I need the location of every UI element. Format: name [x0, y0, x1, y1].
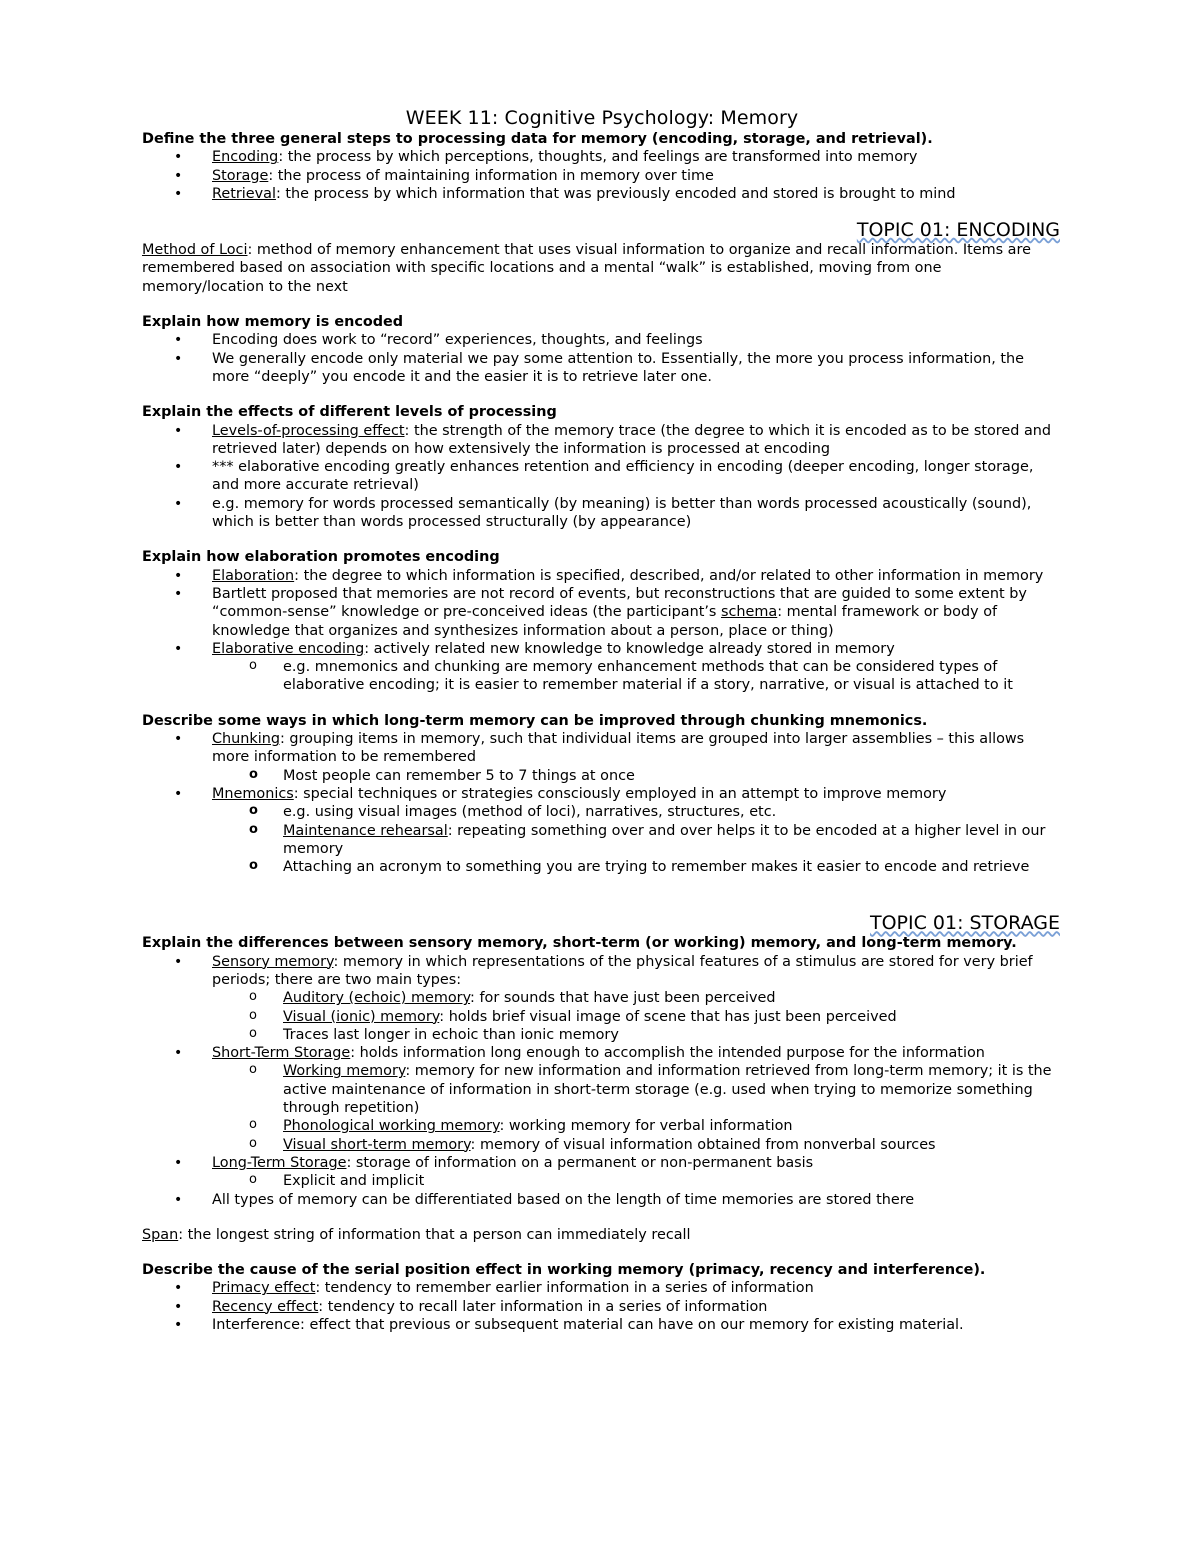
bullet-icon: • [174, 1045, 183, 1062]
list-item: • Mnemonics: special techniques or strategies consciously employed in an attempt to improve memory o e.g. using visual images (method of loci), narratives, structures, etc. o Maintenance rehearsal: repeating something over and over helps it to be encoded at a higher level in our memory o Attaching an acronym to something you are trying to remember makes it easier to encode and retrieve [142, 785, 1062, 876]
bullet-icon: • [174, 495, 183, 512]
bullet-icon: • [174, 185, 183, 202]
bullet-icon: • [174, 422, 183, 439]
section-heading-levels: Explain the effects of different levels of processing [142, 404, 557, 421]
list-item: • Elaboration: the degree to which information is specified, described, and/or related to other information in memory [174, 567, 1044, 584]
list-item: • Chunking: grouping items in memory, such that individual items are grouped into larger assemblies – this allows more information to be remembered o Most people can remember 5 to 7 things at once [142, 730, 1062, 785]
circle-bullet-icon: o [249, 1025, 257, 1041]
bullet-icon: • [174, 332, 183, 349]
bullet-icon: • [174, 167, 183, 184]
sub-list-item: o Visual (ionic) memory: holds brief visual image of scene that has just been perceived [249, 1007, 897, 1025]
list-item: • *** elaborative encoding greatly enhances retention and efficiency in encoding (deeper encoding, longer storage, and more accurate retrieval) [174, 459, 1034, 494]
list-item: • Encoding does work to “record” experiences, thoughts, and feelings [174, 332, 703, 349]
sub-list-item: o Phonological working memory: working memory for verbal information [249, 1117, 793, 1135]
section-heading-serial-position: Describe the cause of the serial position effect in working memory (primacy, recency and interference). [142, 1262, 986, 1279]
bullet-icon: • [174, 1298, 183, 1315]
section-heading-memory-types: Explain the differences between sensory memory, short-term (or working) memory, and long-term memory. [142, 935, 1017, 952]
list-item: • Short-Term Storage: holds information long enough to accomplish the intended purpose for the information o Working memory: memory for new information and information retrieved from long-term memory; it is the active maintenance of information in short-term storage (e.g. used when trying to memorize something through repetition) o Phonological working memory: working memory for verbal information o Visual short-term memory: memory of visual information obtained from nonverbal sources [142, 1044, 1062, 1154]
list-item: • Levels-of-processing effect: the strength of the memory trace (the degree to which it is encoded as to be stored and retrieved later) depends on how extensively the information is processed at encoding [174, 422, 1052, 457]
bullet-icon: • [174, 149, 183, 166]
list-item: • Primacy effect: tendency to remember earlier information in a series of information [174, 1280, 814, 1297]
circle-bullet-icon: o [249, 658, 257, 674]
list-item: • Encoding: the process by which perceptions, thoughts, and feelings are transformed into memory [174, 149, 918, 166]
sub-list [212, 1062, 1062, 1153]
list-item: • Storage: the process of maintaining information in memory over time [174, 167, 714, 184]
bullet-icon: • [174, 640, 183, 657]
sub-list-item: o Auditory (echoic) memory: for sounds that have just been perceived [249, 989, 776, 1007]
span-paragraph: Span: the longest string of information that a person can immediately recall [142, 1226, 691, 1243]
sub-list [212, 803, 1062, 876]
section-heading-elaboration: Explain how elaboration promotes encoding [142, 549, 500, 566]
list-item: • Elaborative encoding: actively related new knowledge to knowledge already stored in memory o e.g. mnemonics and chunking are memory enhancement methods that can be considered types of elaborative encoding; it is easier to remember material if a story, narrative, or visual is attached to it [142, 640, 1062, 695]
bullet-icon: • [174, 785, 183, 802]
circle-bullet-icon: o [249, 1117, 257, 1133]
bullet-icon: • [174, 1191, 183, 1208]
bullet-icon: • [174, 731, 183, 748]
sub-list [212, 658, 1062, 695]
memory-types-list [142, 953, 1062, 1209]
list-item: • Retrieval: the process by which information that was previously encoded and stored is brought to mind [174, 185, 956, 202]
circle-bullet-icon: o [249, 989, 257, 1005]
sub-list-item: o Explicit and implicit [249, 1172, 425, 1190]
encoded-list [142, 331, 1062, 386]
bullet-icon: • [174, 1280, 183, 1297]
bullet-icon: • [174, 1154, 183, 1171]
circle-bullet-icon: o [249, 803, 258, 819]
steps-list [142, 148, 1062, 203]
list-item: • Bartlett proposed that memories are not record of events, but reconstructions that are guided to some extent by “common-sense” knowledge or pre-conceived ideas (the participant’s schema: mental framework or body of knowledge that organizes and synthesizes information about a person, place or thing) [174, 585, 1027, 639]
levels-list [142, 422, 1062, 532]
sub-list-item: o Working memory: memory for new information and information retrieved from long-term memory; it is the active maintenance of information in short-term storage (e.g. used when trying to memorize something through repetition) [249, 1062, 1052, 1117]
list-item: • Interference: effect that previous or subsequent material can have on our memory for existing material. [174, 1317, 964, 1334]
document-title: WEEK 11: Cognitive Psychology: Memory [405, 107, 799, 129]
section-heading-chunking: Describe some ways in which long-term memory can be improved through chunking mnemonics. [142, 712, 928, 729]
circle-bullet-icon: o [249, 1135, 257, 1151]
elaboration-list [142, 567, 1062, 695]
circle-bullet-icon: o [249, 858, 258, 874]
section-heading-steps: Define the three general steps to processing data for memory (encoding, storage, and retrieval). [142, 131, 933, 147]
sub-list-item: o Attaching an acronym to something you are trying to remember makes it easier to encode and retrieve [249, 858, 1030, 876]
topic-heading-encoding: TOPIC 01: ENCODING [856, 219, 1060, 242]
bullet-icon: • [174, 567, 183, 584]
sub-list-item: o e.g. mnemonics and chunking are memory enhancement methods that can be considered types of elaborative encoding; it is easier to remember material if a story, narrative, or visual is attached to it [249, 658, 1013, 694]
sub-list-item: o Traces last longer in echoic than ionic memory [249, 1025, 619, 1043]
section-heading-encoded: Explain how memory is encoded [142, 314, 404, 331]
circle-bullet-icon: o [249, 821, 258, 837]
sub-list-item: o Most people can remember 5 to 7 things at once [249, 766, 635, 784]
sub-list [212, 1172, 1062, 1190]
topic-heading-storage: TOPIC 01: STORAGE [870, 912, 1060, 935]
circle-bullet-icon: o [249, 1062, 257, 1078]
bullet-icon: • [174, 1317, 183, 1334]
sub-list [212, 989, 1062, 1044]
chunking-list [142, 730, 1062, 876]
list-item: • Sensory memory: memory in which representations of the physical features of a stimulus are stored for very brief periods; there are two main types: o Auditory (echoic) memory: for sounds that have just been perceived o Visual (ionic) memory: holds brief visual image of scene that has just been perceived o Traces last longer in echoic than ionic memory [142, 953, 1062, 1044]
sub-list-item: o Maintenance rehearsal: repeating something over and over helps it to be encoded at a higher level in our memory [249, 821, 1046, 857]
list-item: • e.g. memory for words processed semantically (by meaning) is better than words processed acoustically (sound), which is better than words processed structurally (by appearance) [174, 495, 1032, 531]
circle-bullet-icon: o [249, 1007, 257, 1023]
bullet-icon: • [174, 953, 183, 970]
list-item: • Recency effect: tendency to recall later information in a series of information [174, 1298, 768, 1315]
sub-list [212, 767, 1062, 785]
list-item: • We generally encode only material we pay some attention to. Essentially, the more you process information, the more “deeply” you encode it and the easier it is to retrieve later one. [174, 350, 1024, 385]
method-of-loci-paragraph: Method of Loci: method of memory enhancement that uses visual information to organize and recall information. Items are remembered based on association with specific locations and a mental “walk” is established, moving from one memory/location to the next [142, 242, 1031, 295]
serial-position-list [142, 1279, 1062, 1334]
document-body [142, 106, 1062, 1334]
bullet-icon: • [174, 350, 183, 367]
bullet-icon: • [174, 459, 183, 476]
circle-bullet-icon: o [249, 1172, 257, 1188]
sub-list-item: o Visual short-term memory: memory of visual information obtained from nonverbal sources [249, 1135, 936, 1153]
bullet-icon: • [174, 585, 183, 602]
list-item: • Long-Term Storage: storage of information on a permanent or non-permanent basis o Explicit and implicit [142, 1154, 1062, 1191]
circle-bullet-icon: o [249, 766, 258, 782]
list-item: • All types of memory can be differentiated based on the length of time memories are stored there [174, 1191, 915, 1208]
sub-list-item: o e.g. using visual images (method of loci), narratives, structures, etc. [249, 803, 777, 821]
